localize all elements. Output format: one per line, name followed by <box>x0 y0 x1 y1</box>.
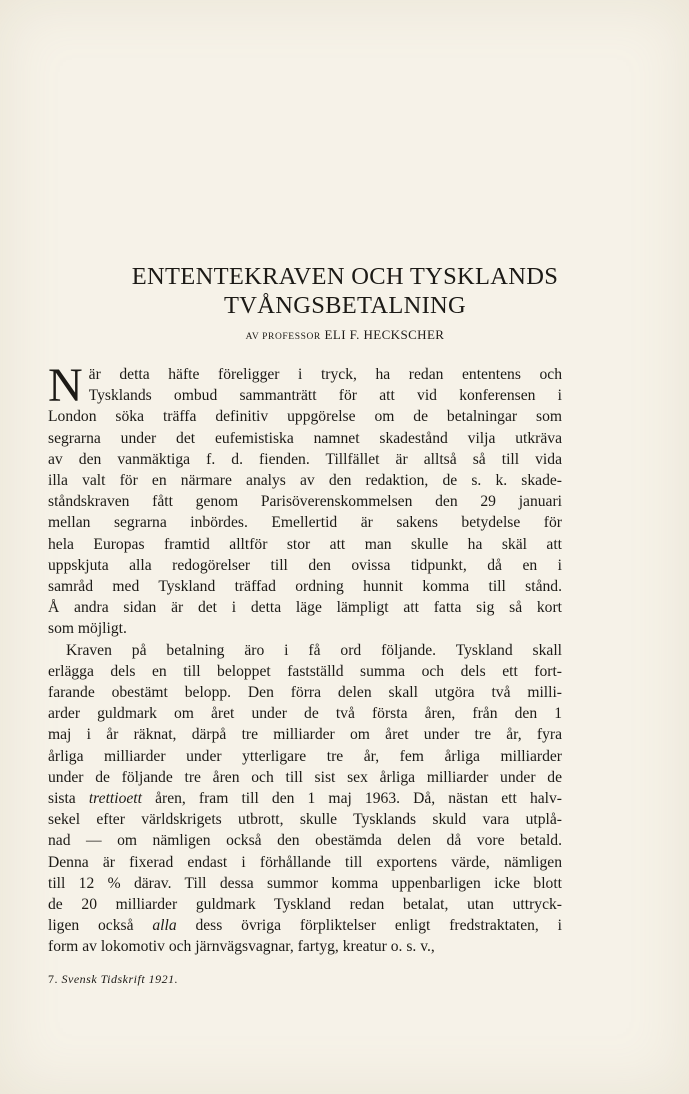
article-body <box>48 359 562 958</box>
article-title <box>40 262 650 320</box>
footer-journal: Svensk Tidskrift 1921. <box>61 972 179 986</box>
p1-line: mellan segrarna inbördes. Emellertid är sakens betydelse för <box>48 514 562 532</box>
p1-line: uppskjuta alla redogörelser till den ovissa tidpunkt, då en i <box>48 556 562 574</box>
p1-line: London söka träffa definitiv uppgörelse om de betalningar som <box>48 408 562 426</box>
p2-line: årliga milliarder under ytterligare tre år, fem årliga milliarder <box>48 747 562 765</box>
p2-line: till 12 % därav. Till dessa summor komma uppenbarligen icke blott <box>48 874 562 892</box>
page-footer <box>48 972 178 987</box>
p2-line: sekel efter världskrigets utbrott, skulle Tysklands skuld vara utplå- <box>48 811 562 829</box>
p1-line: hela Europas framtid alltför stor att man skulle ha skäl att <box>48 535 562 553</box>
p2-line: arder guldmark om året under de två första åren, från den 1 <box>48 705 562 723</box>
p1-line: Å andra sidan är det i detta läge lämpligt att fatta sig så kort <box>48 599 562 617</box>
paragraph-1 <box>48 359 562 640</box>
p2-line: ligen också alla dess övriga förpliktelser enligt fredstraktaten, i <box>48 917 562 935</box>
p1-line: segrarna under det eufemistiska namnet skadestånd vilja utkräva <box>48 429 562 447</box>
byline-author: ELI F. HECKSCHER <box>324 327 445 342</box>
p1-line: samråd med Tyskland träffad ordning hunnit komma till stånd. <box>48 578 562 596</box>
byline-prefix: AV PROFESSOR <box>245 332 321 342</box>
p2-line: sista trettioett åren, fram till den 1 maj 1963. Då, nästan ett halv- <box>48 790 562 808</box>
p1-line: illa valt för en närmare analys av den redaktion, de s. k. skade- <box>48 472 562 490</box>
p1-line: Tysklands ombud sammanträtt för att vid konferensen i <box>88 387 562 405</box>
p2-line: nad — om nämligen också den obestämda delen då vore betald. <box>48 832 562 850</box>
p2-line: maj i år räknat, därpå tre milliarder om året under tre år, fyra <box>48 726 562 744</box>
p2-line: Denna är fixerad endast i förhållande till exportens värde, nämligen <box>48 853 562 871</box>
p2-line: under de följande tre åren och till sist sex årliga milliarder under de <box>48 768 562 786</box>
title-line-1: ENTENTEKRAVEN OCH TYSKLANDS <box>131 263 559 290</box>
drop-cap: N <box>48 359 83 412</box>
p1-line: ståndskraven fått genom Parisöverenskommelsen den 29 januari <box>48 493 562 511</box>
p1-line: av den vanmäktiga f. d. fienden. Tillfället är alltså så till vida <box>48 450 562 468</box>
p2-line: farande obestämt belopp. Den förra delen skall utgöra två milli- <box>48 684 562 702</box>
p2-line: Kraven på betalning äro i få ord följande. Tyskland skall <box>66 641 562 659</box>
p2-line: form av lokomotiv och järnvägsvagnar, fartyg, kreatur o. s. v., <box>48 938 435 956</box>
p2-line: erlägga dels en till beloppet fastställd summa och dels ett fort- <box>48 662 562 680</box>
p1-line: som möjligt. <box>48 620 127 638</box>
p2-line: de 20 milliarder guldmark Tyskland redan betalat, utan uttryck- <box>48 896 562 914</box>
title-line-2: TVÅNGSBETALNING <box>223 292 467 319</box>
p1-line: är detta häfte föreligger i tryck, ha redan ententens och <box>88 366 562 383</box>
footer-number: 7. <box>48 972 58 986</box>
paragraph-2 <box>48 640 562 958</box>
byline <box>40 327 650 343</box>
